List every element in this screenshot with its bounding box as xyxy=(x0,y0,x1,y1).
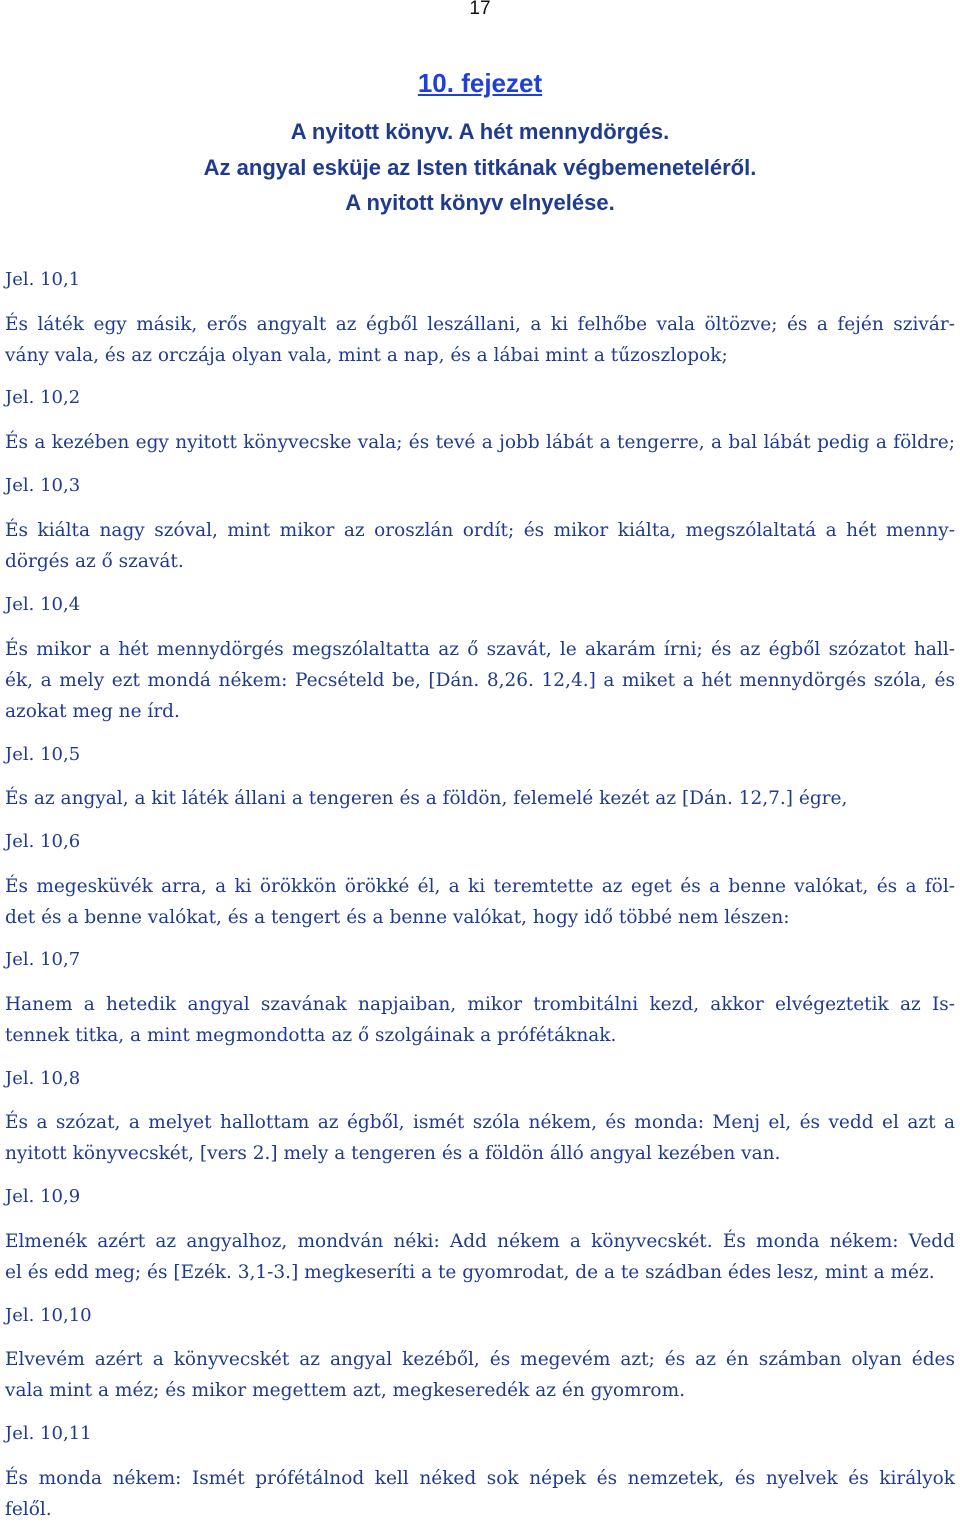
page-number: 17 xyxy=(469,0,491,19)
verse-line: Elvevém azért a könyvecskét az angyal kezéből, és megevém azt; és az én számban olyan édes xyxy=(5,1349,955,1370)
verse-line: dörgés az ő szavát. xyxy=(5,551,184,572)
verse-line: nyitott könyvecskét, [vers 2.] mely a tengeren és a földön álló angyal kezében van. xyxy=(5,1143,781,1164)
verse-reference: Jel. 10,5 xyxy=(5,744,81,765)
verse-reference: Jel. 10,3 xyxy=(5,475,81,496)
verse-text xyxy=(5,1226,955,1288)
verse-text xyxy=(5,783,955,814)
verse-line: És monda nékem: Ismét prófétálnod kell néked sok népek és nemzetek, és nyelvek és királyok xyxy=(5,1468,955,1489)
subtitle-line: A nyitott könyv. A hét mennydörgés. xyxy=(290,119,670,144)
chapter-title[interactable]: 10. fejezet xyxy=(417,68,543,98)
verse-line: tennek titka, a mint megmondotta az ő szolgáinak a prófétáknak. xyxy=(5,1025,617,1046)
verse-line: És megesküvék arra, a ki örökkön örökké él, a ki teremtette az eget és a benne valókat, és a föl- xyxy=(5,876,955,897)
verse-reference: Jel. 10,2 xyxy=(5,387,81,408)
verse-line: ék, a mely ezt mondá nékem: Pecsételd be, [Dán. 8,26. 12,4.] a miket a hét mennydörgés szóla, és xyxy=(5,670,955,691)
verse-text xyxy=(5,1463,955,1525)
verse-reference: Jel. 10,6 xyxy=(5,831,81,852)
verse-reference: Jel. 10,11 xyxy=(5,1423,92,1444)
verse-reference: Jel. 10,1 xyxy=(5,269,81,290)
verse-reference: Jel. 10,9 xyxy=(5,1186,81,1207)
verse-reference: Jel. 10,10 xyxy=(5,1305,92,1326)
verse-line: Hanem a hetedik angyal szavának napjaiban, mikor trombitálni kezd, akkor elvégeztetik az Is- xyxy=(5,994,955,1015)
verse-text xyxy=(5,1344,955,1406)
verse-line: És a szózat, a melyet hallottam az égből, ismét szóla nékem, és monda: Menj el, és vedd el azt a xyxy=(5,1112,955,1133)
verse-text xyxy=(5,634,955,727)
subtitle-line: Az angyal esküje az Isten titkának végbemeneteléről. xyxy=(203,155,757,180)
verse-line: vala mint a méz; és mikor megettem azt, megkeseredék az én gyomrom. xyxy=(5,1380,685,1401)
verse-text xyxy=(5,515,955,577)
verse-line: azokat meg ne írd. xyxy=(5,701,180,722)
verse-text xyxy=(5,427,955,458)
verse-reference: Jel. 10,4 xyxy=(5,594,81,615)
verse-text xyxy=(5,1107,955,1169)
verse-line: És láték egy másik, erős angyalt az égből leszállani, a ki felhőbe vala öltözve; és a fején szivár- xyxy=(5,314,955,335)
verse-line: És a kezében egy nyitott könyvecske vala; és tevé a jobb lábát a tengerre, a bal lábát pedig a földre; xyxy=(5,432,955,453)
verse-reference: Jel. 10,8 xyxy=(5,1068,81,1089)
verse-line: felől. xyxy=(5,1499,52,1520)
verse-text xyxy=(5,989,955,1051)
verse-line: el és edd meg; és [Ezék. 3,1-3.] megkeseríti a te gyomrodat, de a te szádban édes lesz, mint a méz. xyxy=(5,1262,935,1283)
verse-reference: Jel. 10,7 xyxy=(5,949,81,970)
verse-line: det és a benne valókat, és a tengert és a benne valókat, hogy idő többé nem lészen: xyxy=(5,907,790,928)
verse-line: És az angyal, a kit láték állani a tengeren és a földön, felemelé kezét az [Dán. 12,7.] égre, xyxy=(5,788,848,809)
verse-line: vány vala, és az orczája olyan vala, mint a nap, és a lábai mint a tűzoszlopok; xyxy=(5,345,728,366)
verse-text xyxy=(5,309,955,371)
subtitle-line: A nyitott könyv elnyelése. xyxy=(345,190,615,215)
verse-line: És mikor a hét mennydörgés megszólaltatta az ő szavát, le akarám írni; és az égből szózatot hall- xyxy=(5,639,955,660)
verse-line: És kiálta nagy szóval, mint mikor az oroszlán ordít; és mikor kiálta, megszólaltatá a hét menny- xyxy=(5,520,955,541)
verse-text xyxy=(5,871,955,933)
verse-line: Elmenék azért az angyalhoz, mondván néki: Add nékem a könyvecskét. És monda nékem: Vedd xyxy=(5,1231,955,1252)
